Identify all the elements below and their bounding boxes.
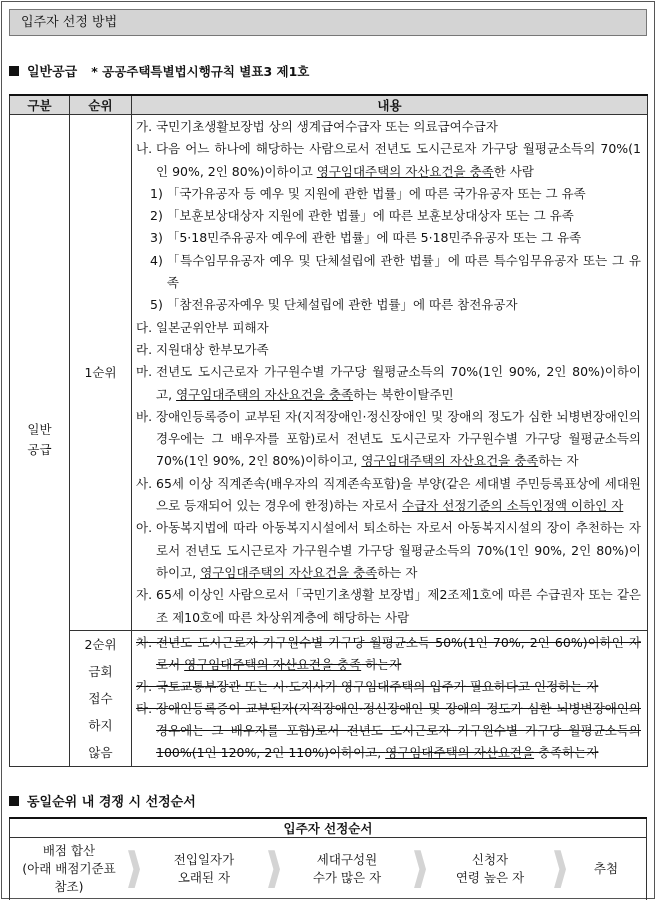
- content-item: [136, 361, 641, 406]
- item-text: [156, 339, 641, 361]
- text-part: 「5·18민주유공자 예우에 관한 법률」에 따른 5·18민주유공자 또는 그 유족: [166, 230, 582, 246]
- rank1-cell: [70, 115, 132, 631]
- arrow-right-icon: [268, 850, 280, 888]
- item-label: 카.: [136, 679, 157, 695]
- selection-order-flow: [10, 838, 646, 900]
- rank2-cell: [70, 630, 132, 766]
- item-label: 2): [150, 208, 167, 224]
- arrow-right-icon: [128, 850, 140, 888]
- rank1-content: [132, 115, 648, 631]
- text-part: 하는 자: [377, 564, 418, 580]
- item-text: [156, 361, 641, 406]
- content-item: [136, 317, 641, 339]
- order-step-lottery: 추첨: [593, 861, 619, 877]
- item-text: [156, 317, 641, 339]
- content-item: [136, 517, 641, 584]
- category-label: 일반 공급: [27, 422, 52, 458]
- selection-order-table: [9, 817, 647, 900]
- content-item: [136, 183, 641, 205]
- content-item: [136, 116, 641, 138]
- item-label: 타.: [136, 701, 157, 717]
- item-label: 3): [150, 230, 167, 246]
- item-text: [156, 473, 641, 518]
- text-part: 「특수임무유공자 예우 및 단체설립에 관한 법률」에 따른 특수임무유공자 또는 그 유족: [166, 252, 641, 291]
- item-text: [167, 294, 641, 316]
- text-part: 하는자: [361, 657, 402, 673]
- selection-order-flow-cell: [10, 838, 647, 900]
- content-item: [136, 138, 641, 183]
- content-item: [136, 406, 641, 473]
- underlined-text: 영구임대주택의 자산요건을 충족: [361, 453, 539, 469]
- item-text: [156, 676, 641, 698]
- item-label: 나.: [136, 141, 157, 157]
- content-item: [136, 676, 641, 698]
- selection-order-header: 입주자 선정순서: [10, 818, 647, 838]
- item-label: 차.: [136, 635, 157, 651]
- content-item: [136, 632, 641, 676]
- square-bullet-icon: [9, 796, 19, 806]
- section-note: * 공공주택특별법시행규칙 별표3 제1호: [91, 64, 310, 79]
- text-part: 65세 이상인 사람으로서「국민기초생활 보장법」제2조제1호에 따른 수급권자 또는 같은 조 제10호에 따른 차상위계층에 해당하는 사람: [156, 587, 641, 625]
- item-text: [156, 584, 641, 629]
- underlined-text: 영구임대주택의 자산요건을 충족: [316, 163, 494, 179]
- section-title: 일반공급: [27, 65, 78, 80]
- content-item: [136, 205, 641, 227]
- text-part: 65세 이상 직계존속(배우자의 직계존속포함)을 부양(같은 세대별 주민등록표상에 세대원으로 등재되어 있는 경우에 한정)하는 자로서: [156, 475, 641, 514]
- item-label: 바.: [136, 408, 157, 424]
- item-text: [167, 250, 641, 295]
- item-label: 아.: [136, 520, 157, 536]
- order-step-score: 배점 합산 (아래 배점기준표 참조): [22, 843, 116, 895]
- item-text: [156, 632, 641, 676]
- text-part: 「보훈보상대상자 지원에 관한 법률」에 따른 보훈보상대상자 또는 그 유족: [166, 208, 574, 224]
- order-step-move-in-date: 전입일자가 오래된 자: [173, 852, 235, 886]
- square-bullet-icon: [9, 66, 19, 76]
- text-part: 다음 어느 하나에 해당하는 사람으로서 전년도 도시근로자 가구당 월평균소득의 70%(1인 90%, 2인 80%)이하이고: [156, 141, 641, 179]
- text-part: 한 사람: [493, 163, 534, 179]
- content-item: [136, 339, 641, 361]
- text-part: 국민기초생활보장법 상의 생계급여수급자 또는 의료급여수급자: [156, 119, 498, 134]
- item-text: [156, 116, 641, 138]
- item-label: 가.: [136, 119, 157, 134]
- text-part: 하는 자: [538, 453, 579, 469]
- section-tiebreak-heading: [9, 791, 196, 810]
- order-step-applicant-age: 신청자 연령 높은 자: [455, 852, 525, 886]
- text-part: 지원대상 한부모가족: [156, 341, 269, 357]
- arrow-right-icon: [554, 850, 566, 888]
- rank2-content: [132, 630, 648, 766]
- content-item: [136, 473, 641, 518]
- underlined-text: 영구임대주택의 자산요건을 충족: [176, 386, 354, 402]
- category-cell: [10, 115, 70, 767]
- text-part: 「참전유공자예우 및 단체설립에 관한 법률」에 따른 참전유공자: [166, 297, 518, 313]
- item-label: 1): [150, 185, 167, 201]
- page-title: 입주자 선정 방법: [9, 9, 647, 36]
- section-general-supply-heading: [9, 61, 309, 80]
- text-part: 일본군위안부 피해자: [156, 319, 269, 335]
- item-text: [156, 698, 641, 764]
- content-item: [136, 698, 641, 764]
- item-label: 마.: [136, 364, 157, 380]
- text-part: 「국가유공자 등 예우 및 지원에 관한 법률」에 따른 국가유공자 또는 그 유족: [166, 185, 586, 201]
- underlined-text: 영구임대주택의 자산요건을 충족: [200, 564, 378, 580]
- content-item: [136, 227, 641, 249]
- text-part: 전년도 도시근로자 가구원수별 가구당 월평균소득의 70%(1인 90%, 2인 80%)이하이고,: [156, 364, 641, 402]
- content-item: [136, 250, 641, 295]
- content-item: [136, 584, 641, 629]
- item-label: 라.: [136, 341, 157, 357]
- text-part: 장애인등록증이 교부된 자(지적장애인·정신장애인 및 장애의 정도가 심한 뇌병변장애인의 경우에는 그 배우자를 포함)로서 전년도 도시근로자 가구원수별 가구당 월평균소득의 70%(1인 90%, 2인 80%)이하이고,: [156, 408, 641, 469]
- header-rank: 순위: [70, 95, 132, 115]
- item-text: [156, 406, 641, 473]
- text-part: 충족하는자: [534, 745, 599, 761]
- item-label: 사.: [136, 475, 157, 491]
- order-step-household-size: 세대구성원 수가 많은 자: [312, 852, 382, 886]
- item-label: 다.: [136, 319, 157, 335]
- item-text: [167, 183, 641, 205]
- text-part: 아동복지법에 따라 아동복지시설에서 퇴소하는 자로서 아동복지시설의 장이 추천하는 자로서 전년도 도시근로자 가구원수별 가구당 월평균소득의 70%(1인 90%, 2인 80%)이하이고,: [156, 520, 641, 580]
- text-part: 하는 북한이탈주민: [353, 386, 454, 402]
- item-label: 자.: [136, 587, 157, 603]
- rank1-label: 1순위: [84, 365, 117, 381]
- item-text: [167, 227, 641, 249]
- rank2-label: 2순위 금회 접수 하지 않음: [84, 636, 117, 760]
- text-part: 전년도 도시근로자 가구원수별 가구당 월평균소득 50%(1인 70%, 2인 60%)이하인 자로서: [156, 635, 641, 673]
- text-part: 장애인등록증이 교부된자(지적장애인·정신장애인 및 장애의 정도가 심한 뇌병변장애인의 경우에는 그 배우자를 포함)로서 전년도 도시근로자 가구원수별 가구당 월평균소득의 100%(1인 120%, 2인 110%)이하이고,: [156, 701, 641, 761]
- item-text: [156, 517, 641, 584]
- underlined-text: 수급자 선정기준의 소득인정액 이하인 자: [402, 498, 624, 514]
- header-category: 구분: [10, 95, 70, 115]
- underlined-text: 영구임대주택의 자산요건을 충족: [184, 657, 362, 673]
- item-text: [167, 205, 641, 227]
- arrow-right-icon: [414, 850, 426, 888]
- header-content: 내용: [132, 95, 648, 115]
- content-item: [136, 294, 641, 316]
- text-part: 국토교통부장관 또는 시·도지사가 영구임대주택의 입주가 필요하다고 인정하는 자: [156, 679, 599, 695]
- item-label: 5): [150, 297, 167, 313]
- underlined-text: 영구임대주택의 자산요건을: [385, 745, 535, 761]
- item-label: 4): [150, 252, 167, 268]
- section-title: 동일순위 내 경쟁 시 선정순서: [27, 795, 196, 810]
- item-text: [156, 138, 641, 183]
- general-supply-table: [9, 94, 648, 767]
